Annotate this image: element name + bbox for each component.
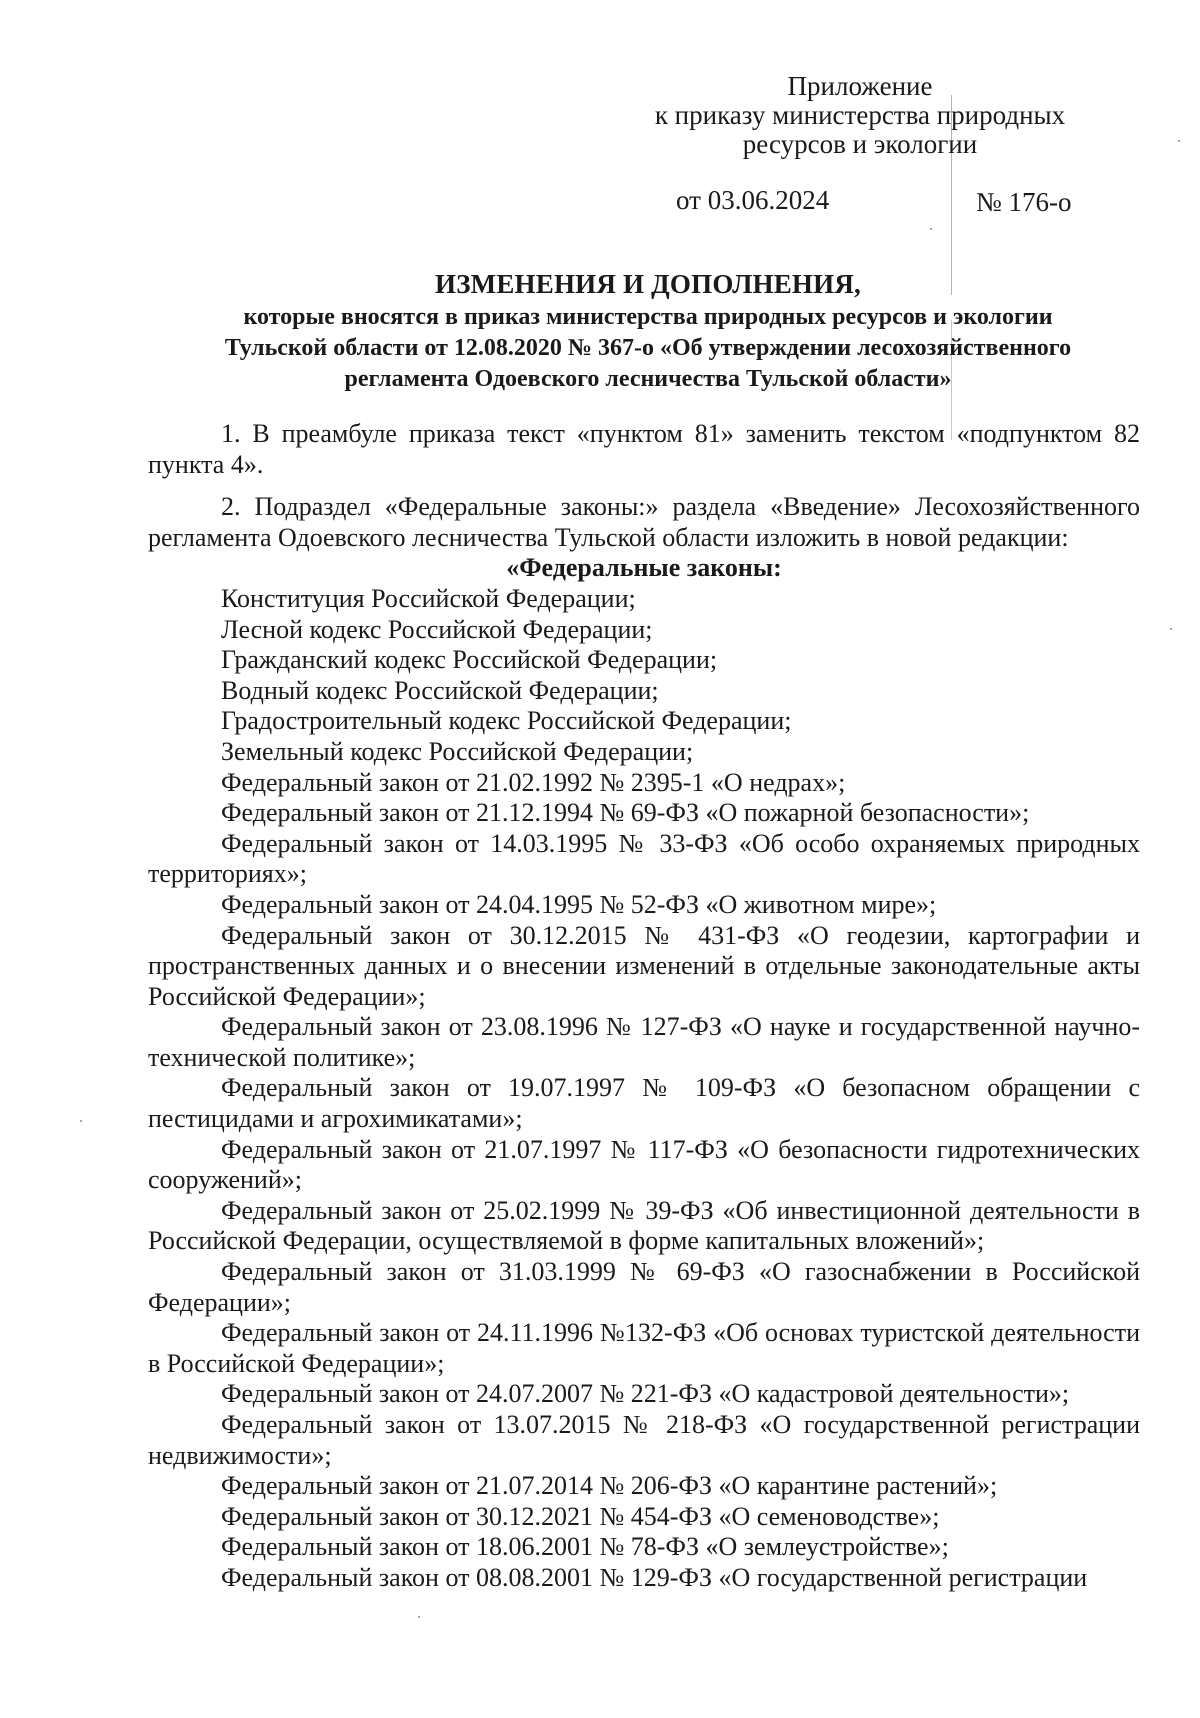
codes-list — [148, 584, 1140, 768]
scan-speck — [1178, 140, 1180, 142]
paragraph-1: 1. В преамбуле приказа текст «пунктом 81» заменить текстом «подпунктом 82 пункта 4». — [148, 419, 1140, 479]
document-body — [148, 419, 1140, 1594]
list-item: Водный кодекс Российской Федерации; — [221, 675, 659, 705]
list-item: Федеральный закон от 21.02.1992 № 2395-1 «О недрах»; — [221, 767, 846, 797]
appendix-line: Приложение — [787, 71, 933, 101]
list-item: Федеральный закон от 19.07.1997 № 109-ФЗ «О безопасном обращении с пестицидами и агрохимикатами»; — [148, 1073, 1140, 1134]
paragraph-2: 2. Подраздел «Федеральные законы:» раздела «Введение» Лесохозяйственного регламента Одоевского лесничества Тульской области изложить в новой редакции: — [148, 492, 1140, 552]
list-item: Лесной кодекс Российской Федерации; — [221, 614, 653, 644]
list-item: Федеральный закон от 24.11.1996 №132-ФЗ «Об основах туристской деятельности в Российской Федерации»; — [148, 1318, 1140, 1378]
list-item: Федеральный закон от 21.07.2014 № 206-ФЗ «О карантине растений»; — [221, 1471, 998, 1501]
list-item: Федеральный закон от 24.07.2007 № 221-ФЗ «О кадастровой деятельности»; — [221, 1379, 1070, 1409]
list-item: Федеральный закон от 30.12.2021 № 454-ФЗ «О семеноводстве»; — [221, 1501, 940, 1531]
list-item: Земельный кодекс Российской Федерации; — [221, 736, 694, 766]
list-item: Федеральный закон от 30.12.2015 № 431-ФЗ «О геодезии, картографии и пространственных данных и о внесении изменений в отдельные законодательные акты Российской Федерации»; — [148, 920, 1140, 1011]
appendix-line: к приказу министерства природных — [654, 100, 1066, 130]
section-heading: «Федеральные законы: — [506, 553, 782, 583]
title-sub-line: регламента Одоевского лесничества Тульской области» — [344, 366, 952, 392]
appendix-header — [600, 72, 1120, 159]
document-title — [148, 266, 1148, 395]
scan-speck — [418, 1616, 420, 1618]
order-date: от 03.06.2024 — [676, 185, 830, 215]
list-item: Федеральный закон от 13.07.2015 № 218-ФЗ «О государственной регистрации недвижимости»; — [148, 1410, 1140, 1470]
title-sub-line: Тульской области от 12.08.2020 № 367-о «Об утверждении лесохозяйственного — [224, 335, 1072, 361]
title-main: ИЗМЕНЕНИЯ И ДОПОЛНЕНИЯ, — [435, 269, 861, 299]
scan-speck — [80, 1120, 82, 1122]
list-item: Федеральный закон от 24.04.1995 № 52-ФЗ «О животном мире»; — [221, 889, 937, 919]
list-item: Федеральный закон от 31.03.1999 № 69-ФЗ «О газоснабжении в Российской Федерации»; — [148, 1257, 1140, 1317]
federal-laws-list — [148, 768, 1140, 1594]
list-item: Федеральный закон от 21.07.1997 № 117-ФЗ «О безопасности гидротехнических сооружений»; — [148, 1134, 1140, 1195]
list-item: Конституция Российской Федерации; — [221, 583, 636, 613]
list-item: Федеральный закон от 08.08.2001 № 129-ФЗ «О государственной регистрации — [221, 1562, 1088, 1592]
list-item: Федеральный закон от 21.12.1994 № 69-ФЗ «О пожарной безопасности»; — [221, 798, 1030, 828]
list-item: Федеральный закон от 18.06.2001 № 78-ФЗ «О землеустройстве»; — [221, 1532, 949, 1562]
list-item: Федеральный закон от 14.03.1995 № 33-ФЗ «Об особо охраняемых природных территориях»; — [148, 828, 1140, 889]
list-item: Федеральный закон от 25.02.1999 № 39-ФЗ «Об инвестиционной деятельности в Российской Федерации, осуществляемой в форме капитальных вложений»; — [148, 1195, 1140, 1256]
scan-speck — [1170, 628, 1172, 630]
order-number: № 176-о — [976, 187, 1072, 217]
title-sub-line: которые вносятся в приказ министерства природных ресурсов и экологии — [243, 304, 1053, 330]
list-item: Градостроительный кодекс Российской Федерации; — [221, 706, 792, 736]
list-item: Федеральный закон от 23.08.1996 № 127-ФЗ «О науке и государственной научно-технической политике»; — [148, 1012, 1140, 1072]
appendix-line: ресурсов и экологии — [742, 129, 978, 159]
list-item: Гражданский кодекс Российской Федерации; — [221, 645, 718, 675]
scan-speck — [930, 228, 932, 230]
